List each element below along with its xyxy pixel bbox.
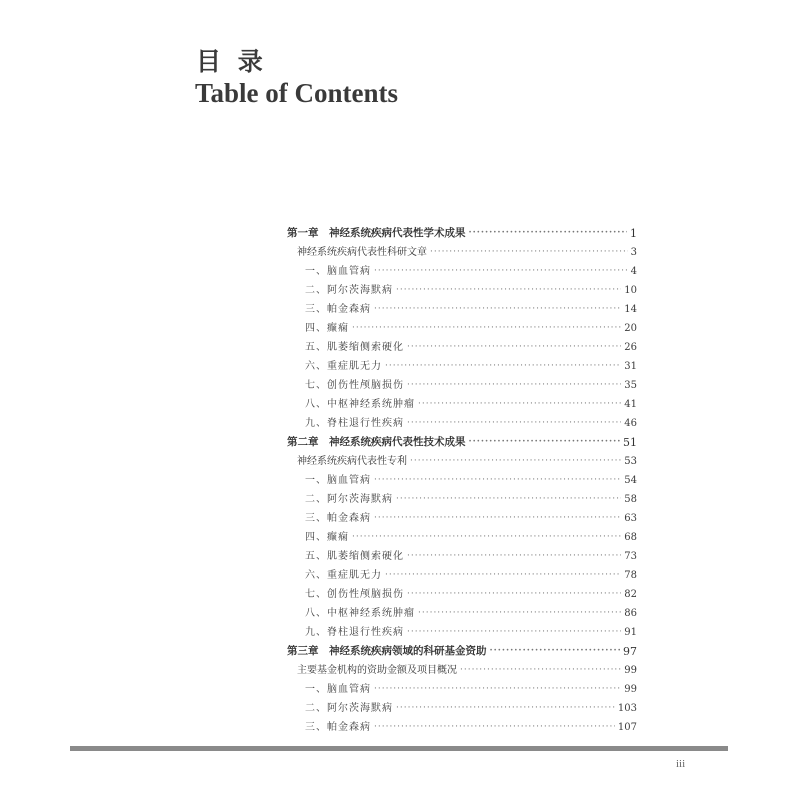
toc-section-row — [287, 452, 637, 471]
dot-leader — [418, 395, 621, 414]
toc-entry-label: 五、肌萎缩侧索硬化 — [305, 551, 404, 562]
footer-divider — [70, 746, 728, 751]
dot-leader — [418, 604, 621, 623]
toc-page-number: 107 — [617, 722, 637, 733]
toc-page-number: 54 — [624, 475, 637, 486]
toc-entry-label: 第二章 神经系统疾病代表性技术成果 — [287, 436, 466, 448]
toc-entry-label: 四、癫痫 — [305, 323, 349, 334]
toc-item-row — [287, 566, 637, 585]
toc-item-row — [287, 414, 637, 433]
toc-page-number: 63 — [624, 513, 637, 524]
toc-item-row — [287, 509, 637, 528]
dot-leader — [385, 566, 621, 585]
dot-leader — [374, 471, 621, 490]
toc-chapter-row — [287, 433, 637, 452]
toc-item-row — [287, 718, 637, 737]
dot-leader — [374, 300, 621, 319]
dot-leader — [407, 547, 621, 566]
toc-entry-label: 七、创伤性颅脑损伤 — [305, 589, 404, 600]
toc-entry-label: 第三章 神经系统疾病领域的科研基金资助 — [287, 645, 487, 657]
toc-page-number: 103 — [617, 703, 637, 714]
dot-leader — [407, 585, 621, 604]
toc-entry-label: 主要基金机构的资助金额及项目概况 — [297, 665, 457, 676]
toc-item-row — [287, 281, 637, 300]
dot-leader — [469, 433, 621, 452]
toc-entry-label: 一、脑血管病 — [305, 475, 371, 486]
toc-item-row — [287, 680, 637, 699]
toc-page-number: 68 — [624, 532, 637, 543]
toc-entry-label: 九、脊柱退行性疾病 — [305, 627, 404, 638]
dot-leader — [352, 528, 621, 547]
toc-entry-label: 三、帕金森病 — [305, 722, 371, 733]
dot-leader — [352, 319, 621, 338]
table-of-contents — [287, 224, 637, 737]
dot-leader — [396, 699, 615, 718]
toc-page-number: 73 — [624, 551, 637, 562]
toc-chapter-row — [287, 224, 637, 243]
toc-item-row — [287, 490, 637, 509]
toc-page-number: 86 — [624, 608, 637, 619]
toc-page-number: 46 — [624, 418, 637, 429]
dot-leader — [490, 642, 621, 661]
page-number: iii — [676, 758, 686, 770]
toc-page-number: 1 — [630, 227, 637, 240]
toc-entry-label: 二、阿尔茨海默病 — [305, 703, 393, 714]
toc-page-number: 20 — [624, 323, 637, 334]
toc-page-number: 82 — [624, 589, 637, 600]
toc-entry-label: 六、重症肌无力 — [305, 570, 382, 581]
toc-page-number: 99 — [624, 684, 637, 695]
toc-page-number: 97 — [623, 645, 637, 658]
toc-item-row — [287, 604, 637, 623]
toc-page-number: 99 — [624, 665, 637, 676]
toc-item-row — [287, 357, 637, 376]
toc-chapter-row — [287, 642, 637, 661]
toc-page-number: 35 — [624, 380, 637, 391]
toc-entry-label: 三、帕金森病 — [305, 304, 371, 315]
toc-entry-label: 六、重症肌无力 — [305, 361, 382, 372]
toc-item-row — [287, 699, 637, 718]
toc-entry-label: 第一章 神经系统疾病代表性学术成果 — [287, 227, 466, 239]
dot-leader — [430, 243, 628, 262]
toc-page-number: 53 — [624, 456, 637, 467]
toc-entry-label: 八、中枢神经系统肿瘤 — [305, 608, 415, 619]
dot-leader — [407, 623, 621, 642]
toc-item-row — [287, 585, 637, 604]
toc-item-row — [287, 528, 637, 547]
toc-item-row — [287, 395, 637, 414]
toc-entry-label: 四、癫痫 — [305, 532, 349, 543]
toc-item-row — [287, 338, 637, 357]
dot-leader — [407, 376, 621, 395]
toc-page-number: 51 — [623, 436, 637, 449]
page-title-en: Table of Contents — [195, 78, 399, 108]
toc-item-row — [287, 547, 637, 566]
dot-leader — [396, 490, 621, 509]
dot-leader — [374, 718, 615, 737]
toc-item-row — [287, 623, 637, 642]
toc-page-number: 3 — [630, 247, 637, 258]
dot-leader — [374, 509, 621, 528]
toc-page-number: 41 — [624, 399, 637, 410]
toc-section-row — [287, 243, 637, 262]
toc-page-number: 26 — [624, 342, 637, 353]
toc-entry-label: 神经系统疾病代表性科研文章 — [297, 247, 427, 258]
toc-entry-label: 一、脑血管病 — [305, 266, 371, 277]
toc-entry-label: 七、创伤性颅脑损伤 — [305, 380, 404, 391]
toc-entry-label: 二、阿尔茨海默病 — [305, 494, 393, 505]
toc-page-number: 78 — [624, 570, 637, 581]
toc-page-number: 58 — [624, 494, 637, 505]
toc-page-number: 91 — [624, 627, 637, 638]
toc-page-number: 10 — [624, 285, 637, 296]
dot-leader — [374, 680, 621, 699]
dot-leader — [410, 452, 621, 471]
toc-item-row — [287, 319, 637, 338]
toc-item-row — [287, 300, 637, 319]
toc-entry-label: 神经系统疾病代表性专利 — [297, 456, 407, 467]
dot-leader — [407, 338, 621, 357]
toc-section-row — [287, 661, 637, 680]
toc-entry-label: 三、帕金森病 — [305, 513, 371, 524]
toc-item-row — [287, 471, 637, 490]
dot-leader — [374, 262, 628, 281]
toc-page-number: 4 — [630, 266, 637, 277]
toc-item-row — [287, 376, 637, 395]
page-title-zh: 目 录 — [196, 47, 267, 76]
toc-entry-label: 一、脑血管病 — [305, 684, 371, 695]
toc-entry-label: 九、脊柱退行性疾病 — [305, 418, 404, 429]
dot-leader — [460, 661, 621, 680]
dot-leader — [385, 357, 621, 376]
dot-leader — [407, 414, 621, 433]
toc-entry-label: 二、阿尔茨海默病 — [305, 285, 393, 296]
dot-leader — [396, 281, 621, 300]
toc-entry-label: 八、中枢神经系统肿瘤 — [305, 399, 415, 410]
toc-entry-label: 五、肌萎缩侧索硬化 — [305, 342, 404, 353]
toc-page-number: 14 — [624, 304, 637, 315]
toc-page-number: 31 — [624, 361, 637, 372]
dot-leader — [469, 224, 628, 243]
toc-item-row — [287, 262, 637, 281]
